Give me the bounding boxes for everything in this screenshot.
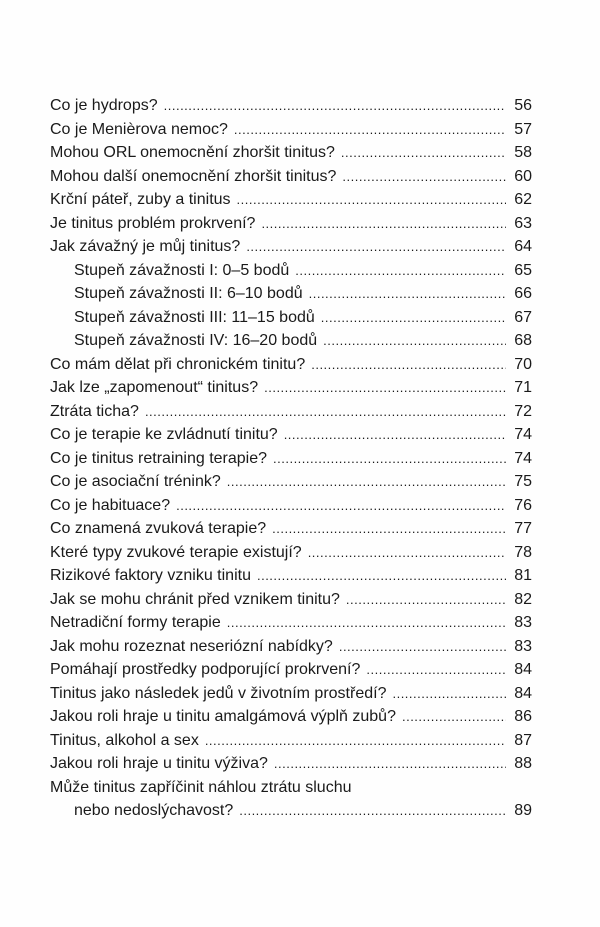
dot-leader <box>176 494 506 518</box>
toc-entry <box>50 799 532 823</box>
toc-entry-title: Pomáhají prostředky podporující prokrvení? <box>50 661 361 678</box>
dot-leader <box>237 188 506 212</box>
toc-entry-title: Co mám dělat při chronickém tinitu? <box>50 355 306 373</box>
toc-entry-page-number: 83 <box>514 614 532 631</box>
toc-entry-page-number: 68 <box>514 332 532 349</box>
toc-entry-page-number: 74 <box>514 426 532 443</box>
toc-entry-title: Stupeň závažnosti IV: 16–20 bodů <box>74 332 318 349</box>
toc-entry <box>50 188 532 212</box>
dot-leader <box>295 259 506 283</box>
toc-entry <box>50 588 532 612</box>
dot-leader <box>311 353 506 377</box>
toc-entry-page-number: 81 <box>514 567 532 584</box>
dot-leader <box>164 94 506 118</box>
dot-leader <box>392 682 506 706</box>
toc-entry <box>50 400 532 424</box>
toc-entry-page-number: 65 <box>514 261 532 279</box>
toc-entry-title: Tinitus, alkohol a sex <box>50 731 199 749</box>
toc-entry-page-number: 70 <box>514 355 532 373</box>
toc-entry <box>50 564 532 588</box>
dot-leader <box>366 658 506 682</box>
dot-leader <box>257 564 506 588</box>
dot-leader <box>273 447 506 471</box>
dot-leader <box>227 470 506 494</box>
dot-leader <box>234 118 506 142</box>
toc-entry-title: Ztráta ticha? <box>50 402 139 420</box>
toc-entry <box>50 541 532 565</box>
dot-leader <box>246 235 506 259</box>
toc-entry-page-number: 63 <box>514 214 532 232</box>
toc-entry-title: Mohou další onemocnění zhoršit tinitus? <box>50 167 337 185</box>
toc-entry <box>50 259 532 283</box>
toc-entry-title: Co znamená zvuková terapie? <box>50 520 267 537</box>
toc-entry-page-number: 64 <box>514 238 532 255</box>
dot-leader <box>239 799 506 823</box>
dot-leader <box>284 423 506 447</box>
toc-entry-title: Jakou roli hraje u tinitu amalgámová výplň zubů? <box>50 708 396 725</box>
toc-entry-page-number: 77 <box>514 520 532 537</box>
toc-entry-title: Co je hydrops? <box>50 97 158 114</box>
toc-entry <box>50 423 532 447</box>
toc-entry-page-number: 89 <box>514 802 532 819</box>
toc-entry-page-number: 76 <box>514 496 532 514</box>
toc-entry <box>50 776 532 800</box>
dot-leader <box>264 376 506 400</box>
toc-entry-title: Tinitus jako následek jedů v životním prostředí? <box>50 684 387 702</box>
dot-leader <box>341 141 506 165</box>
toc-entry-page-number: 75 <box>514 473 532 490</box>
toc-entry-title: Mohou ORL onemocnění zhoršit tinitus? <box>50 144 335 161</box>
dot-leader <box>323 329 506 353</box>
dot-leader <box>342 165 506 189</box>
toc-entry <box>50 658 532 682</box>
toc-entry <box>50 447 532 471</box>
toc-entry-page-number: 78 <box>514 543 532 561</box>
toc-entry-title: Rizikové faktory vzniku tinitu <box>50 567 251 584</box>
toc-entry-title: Stupeň závažnosti I: 0–5 bodů <box>74 261 290 279</box>
toc-entry-title: Co je tinitus retraining terapie? <box>50 449 268 467</box>
toc-entry <box>50 470 532 494</box>
toc-entry-title: Co je habituace? <box>50 496 171 514</box>
toc-entry-page-number: 57 <box>514 120 532 138</box>
toc-entry <box>50 353 532 377</box>
toc-entry-page-number: 74 <box>514 449 532 467</box>
toc-entry <box>50 118 532 142</box>
toc-entry <box>50 494 532 518</box>
toc-entry-title: Může tinitus zapříčinit náhlou ztrátu sluchu <box>50 778 352 796</box>
toc-entry-page-number: 58 <box>514 144 532 161</box>
toc-entry-title: Jak se mohu chránit před vznikem tinitu? <box>50 590 340 608</box>
toc-entry-title: nebo nedoslýchavost? <box>74 802 234 819</box>
toc-entry-page-number: 86 <box>514 708 532 725</box>
dot-leader <box>402 705 506 729</box>
toc-entry <box>50 729 532 753</box>
toc-entry <box>50 329 532 353</box>
dot-leader <box>346 588 506 612</box>
toc-entry <box>50 235 532 259</box>
toc-entry <box>50 611 532 635</box>
toc-entry-page-number: 56 <box>514 97 532 114</box>
toc-entry <box>50 165 532 189</box>
toc-entry <box>50 682 532 706</box>
toc-entry <box>50 752 532 776</box>
toc-entry-title: Jak lze „zapomenout“ tinitus? <box>50 379 259 396</box>
dot-leader <box>272 517 506 541</box>
toc-entry-title: Stupeň závažnosti II: 6–10 bodů <box>74 285 303 302</box>
toc-entry-title: Co je terapie ke zvládnutí tinitu? <box>50 426 278 443</box>
dot-leader <box>145 400 506 424</box>
dot-leader <box>261 212 506 236</box>
toc-entry-page-number: 62 <box>514 191 532 208</box>
toc-entry-page-number: 72 <box>514 402 532 420</box>
toc-entry-title: Krční páteř, zuby a tinitus <box>50 191 231 208</box>
toc-entry-title: Netradiční formy terapie <box>50 614 221 631</box>
dot-leader <box>321 306 506 330</box>
toc-entry-page-number: 82 <box>514 590 532 608</box>
toc-entry <box>50 282 532 306</box>
dot-leader <box>227 611 506 635</box>
toc-entry-page-number: 88 <box>514 755 532 772</box>
toc-entry <box>50 635 532 659</box>
toc-entry-page-number: 84 <box>514 661 532 678</box>
toc-entry-title: Jak mohu rozeznat neseriózní nabídky? <box>50 637 333 655</box>
toc-entry-page-number: 83 <box>514 637 532 655</box>
dot-leader <box>274 752 506 776</box>
toc-entry-page-number: 71 <box>514 379 532 396</box>
toc-entry-page-number: 60 <box>514 167 532 185</box>
toc-entry-page-number: 66 <box>514 285 532 302</box>
toc-entry-title: Stupeň závažnosti III: 11–15 bodů <box>74 308 315 326</box>
toc-entry-page-number: 84 <box>514 684 532 702</box>
toc-entry-title: Jakou roli hraje u tinitu výživa? <box>50 755 268 772</box>
dot-leader <box>339 635 506 659</box>
toc-entry <box>50 376 532 400</box>
toc-entry <box>50 306 532 330</box>
toc-entry-title: Co je asociační trénink? <box>50 473 221 490</box>
toc-entry <box>50 94 532 118</box>
toc-entry-page-number: 67 <box>514 308 532 326</box>
toc-entry <box>50 705 532 729</box>
dot-leader <box>205 729 506 753</box>
toc-entry-page-number: 87 <box>514 731 532 749</box>
toc-entry <box>50 212 532 236</box>
toc-entry-title: Co je Menièrova nemoc? <box>50 120 228 138</box>
toc-entry <box>50 517 532 541</box>
toc-entry <box>50 141 532 165</box>
dot-leader <box>308 541 506 565</box>
table-of-contents <box>50 94 532 823</box>
toc-entry-title: Které typy zvukové terapie existují? <box>50 543 302 561</box>
dot-leader <box>309 282 506 306</box>
toc-entry-title: Jak závažný je můj tinitus? <box>50 238 241 255</box>
toc-entry-title: Je tinitus problém prokrvení? <box>50 214 256 232</box>
